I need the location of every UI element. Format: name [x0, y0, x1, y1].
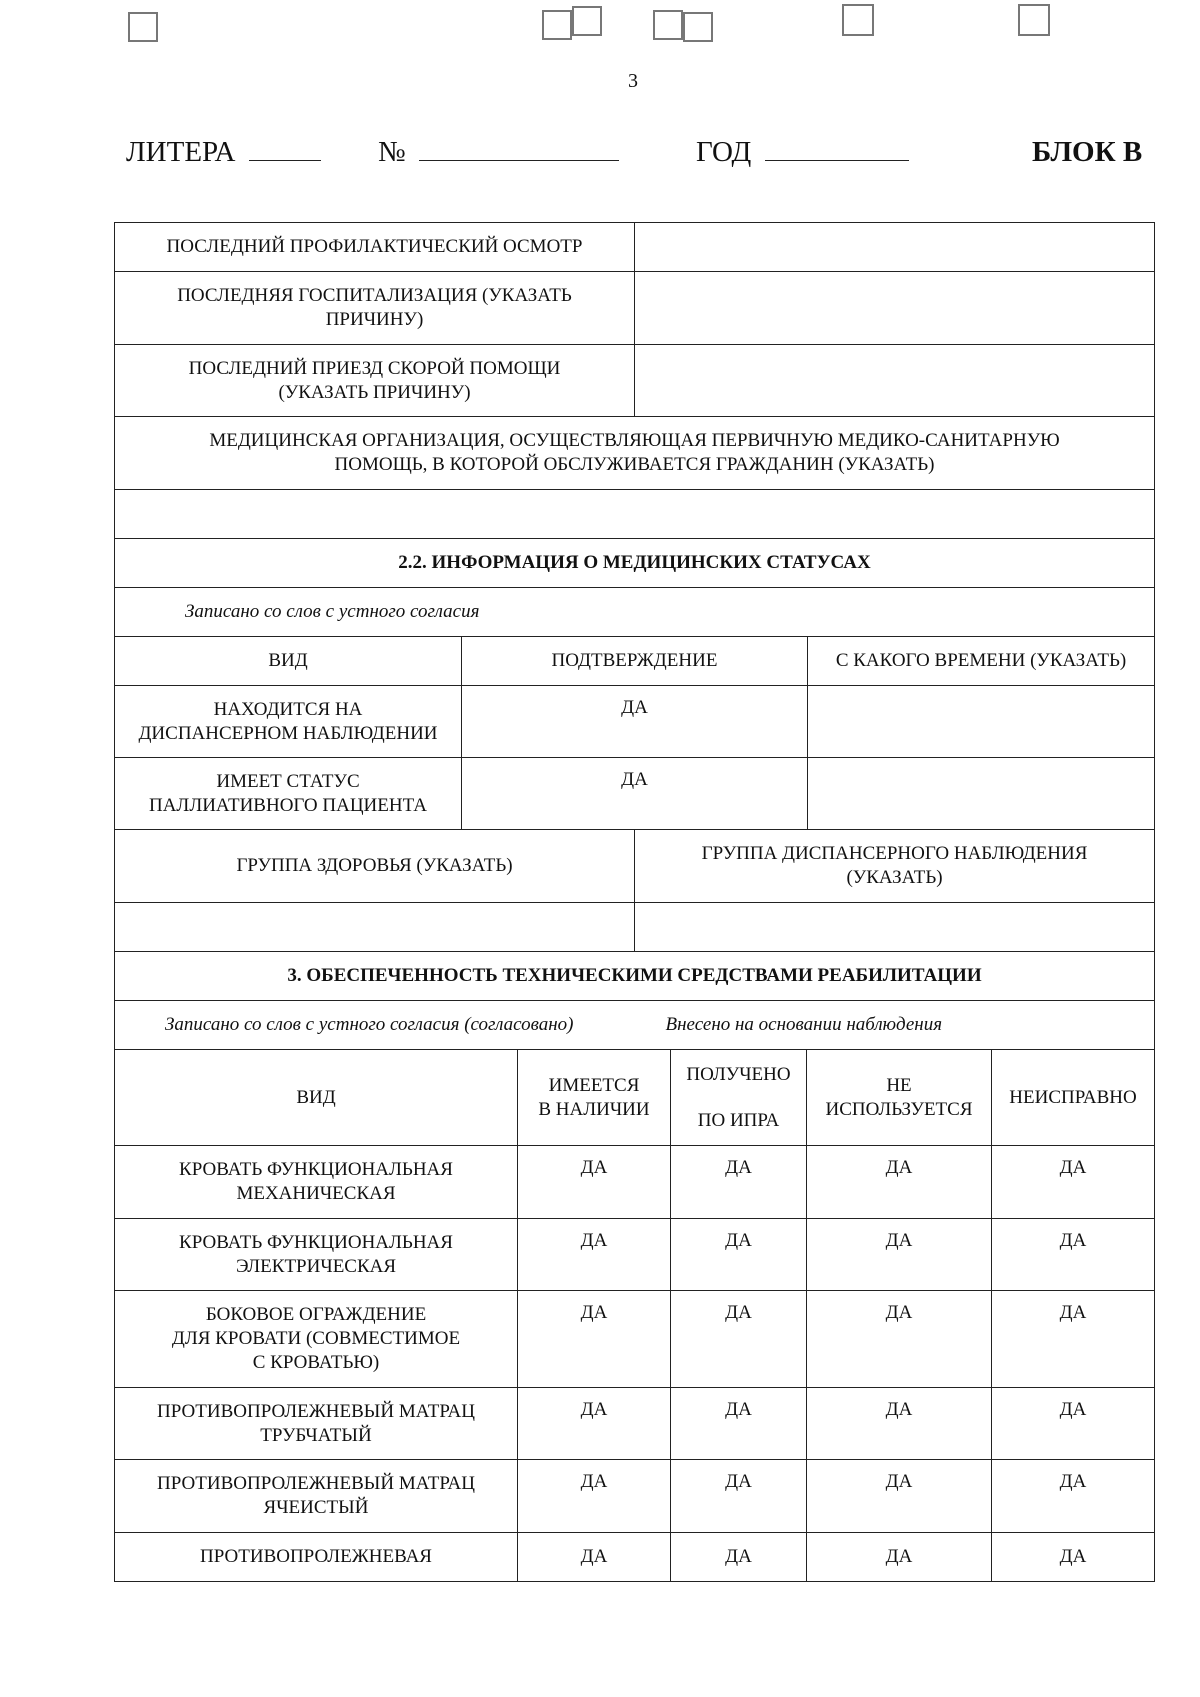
broken-value[interactable]: ДА	[992, 1460, 1155, 1533]
block-label: БЛОК В	[1032, 136, 1143, 168]
available-value[interactable]: ДА	[518, 1219, 671, 1291]
number-field	[378, 136, 619, 169]
not-used-value[interactable]: ДА	[807, 1533, 992, 1582]
table-row	[115, 1001, 1155, 1050]
top-checkbox-2[interactable]	[542, 10, 572, 40]
table-row	[115, 637, 1155, 686]
table-row	[115, 490, 1155, 539]
last-checkup-value[interactable]	[635, 223, 1155, 272]
top-checkbox-4[interactable]	[653, 10, 683, 40]
top-checkbox-3[interactable]	[572, 6, 602, 36]
received-value[interactable]: ДА	[671, 1460, 807, 1533]
number-label: №	[378, 136, 406, 168]
col-received-ipra: ПОЛУЧЕНО ПО ИПРА	[671, 1050, 807, 1146]
palliative-since-value[interactable]	[808, 758, 1155, 830]
litera-input-line[interactable]	[249, 136, 321, 161]
available-value[interactable]: ДА	[518, 1291, 671, 1388]
section-2-2-title: 2.2. ИНФОРМАЦИЯ О МЕДИЦИНСКИХ СТАТУСАХ	[115, 539, 1155, 588]
visit-info-table	[114, 222, 1155, 637]
broken-value[interactable]: ДА	[992, 1291, 1155, 1388]
dispensary-group-label: ГРУППА ДИСПАНСЕРНОГО НАБЛЮДЕНИЯ (УКАЗАТЬ)	[635, 830, 1155, 903]
table-row	[115, 830, 1155, 903]
dispensary-confirm-value[interactable]: ДА	[462, 686, 808, 758]
col-not-used: НЕ ИСПОЛЬЗУЕТСЯ	[807, 1050, 992, 1146]
litera-field	[126, 136, 321, 169]
last-hospitalization-label: ПОСЛЕДНЯЯ ГОСПИТАЛИЗАЦИЯ (УКАЗАТЬ ПРИЧИНУ)	[115, 272, 635, 345]
table-row	[115, 686, 1155, 758]
table-header-row	[115, 1050, 1155, 1146]
not-used-value[interactable]: ДА	[807, 1291, 992, 1388]
medical-status-table	[114, 636, 1155, 830]
palliative-confirm-value[interactable]: ДА	[462, 758, 808, 830]
broken-value[interactable]: ДА	[992, 1388, 1155, 1460]
health-group-table	[114, 829, 1155, 1050]
received-value[interactable]: ДА	[671, 1146, 807, 1219]
available-value[interactable]: ДА	[518, 1146, 671, 1219]
table-row	[115, 1291, 1155, 1388]
equipment-name: ПРОТИВОПРОЛЕЖНЕВАЯ	[115, 1533, 518, 1582]
table-row	[115, 1219, 1155, 1291]
table-row	[115, 903, 1155, 952]
rehab-equipment-table	[114, 1049, 1155, 1582]
equipment-name: БОКОВОЕ ОГРАЖДЕНИЕ ДЛЯ КРОВАТИ (СОВМЕСТИМОЕ С КРОВАТЬЮ)	[115, 1291, 518, 1388]
table-row	[115, 588, 1155, 637]
number-input-line[interactable]	[419, 136, 619, 161]
table-row	[115, 952, 1155, 1001]
col-type-header: ВИД	[115, 637, 462, 686]
last-hospitalization-value[interactable]	[635, 272, 1155, 345]
broken-value[interactable]: ДА	[992, 1219, 1155, 1291]
col-confirm-header: ПОДТВЕРЖДЕНИЕ	[462, 637, 808, 686]
table-row	[115, 345, 1155, 417]
health-group-label: ГРУППА ЗДОРОВЬЯ (УКАЗАТЬ)	[115, 830, 635, 903]
section-3-notes	[115, 1001, 1155, 1050]
broken-value[interactable]: ДА	[992, 1533, 1155, 1582]
section-3-title: 3. ОБЕСПЕЧЕННОСТЬ ТЕХНИЧЕСКИМИ СРЕДСТВАМИ РЕАБИЛИТАЦИИ	[115, 952, 1155, 1001]
section-2-2-note: Записано со слов с устного согласия	[115, 588, 1155, 637]
received-value[interactable]: ДА	[671, 1219, 807, 1291]
table-row	[115, 1146, 1155, 1219]
table-row	[115, 223, 1155, 272]
top-checkbox-6[interactable]	[842, 4, 874, 36]
palliative-status-label: ИМЕЕТ СТАТУС ПАЛЛИАТИВНОГО ПАЦИЕНТА	[115, 758, 462, 830]
col-equipment-type: ВИД	[115, 1050, 518, 1146]
litera-label: ЛИТЕРА	[126, 136, 236, 168]
last-checkup-label: ПОСЛЕДНИЙ ПРОФИЛАКТИЧЕСКИЙ ОСМОТР	[115, 223, 635, 272]
dispensary-since-value[interactable]	[808, 686, 1155, 758]
year-label: ГОД	[696, 136, 752, 168]
equipment-name: КРОВАТЬ ФУНКЦИОНАЛЬНАЯ МЕХАНИЧЕСКАЯ	[115, 1146, 518, 1219]
table-row	[115, 417, 1155, 490]
not-used-value[interactable]: ДА	[807, 1146, 992, 1219]
received-value[interactable]: ДА	[671, 1388, 807, 1460]
not-used-value[interactable]: ДА	[807, 1388, 992, 1460]
top-checkbox-7[interactable]	[1018, 4, 1050, 36]
table-row	[115, 539, 1155, 588]
last-ambulance-label: ПОСЛЕДНИЙ ПРИЕЗД СКОРОЙ ПОМОЩИ (УКАЗАТЬ ПРИЧИНУ)	[115, 345, 635, 417]
not-used-value[interactable]: ДА	[807, 1219, 992, 1291]
available-value[interactable]: ДА	[518, 1460, 671, 1533]
last-ambulance-value[interactable]	[635, 345, 1155, 417]
health-group-value[interactable]	[115, 903, 635, 952]
equipment-name: КРОВАТЬ ФУНКЦИОНАЛЬНАЯ ЭЛЕКТРИЧЕСКАЯ	[115, 1219, 518, 1291]
dispensary-observation-label: НАХОДИТСЯ НА ДИСПАНСЕРНОМ НАБЛЮДЕНИИ	[115, 686, 462, 758]
available-value[interactable]: ДА	[518, 1533, 671, 1582]
med-org-label: МЕДИЦИНСКАЯ ОРГАНИЗАЦИЯ, ОСУЩЕСТВЛЯЮЩАЯ ПЕРВИЧНУЮ МЕДИКО-САНИТАРНУЮ ПОМОЩЬ, В КОТОРОЙ ОБСЛУЖИВАЕТСЯ ГРАЖДАНИН (УКАЗАТЬ)	[115, 417, 1155, 490]
table-row	[115, 272, 1155, 345]
top-checkbox-1[interactable]	[128, 12, 158, 42]
year-input-line[interactable]	[765, 136, 909, 161]
equipment-name: ПРОТИВОПРОЛЕЖНЕВЫЙ МАТРАЦ ЯЧЕИСТЫЙ	[115, 1460, 518, 1533]
year-field	[696, 136, 909, 169]
col-available: ИМЕЕТСЯ В НАЛИЧИИ	[518, 1050, 671, 1146]
available-value[interactable]: ДА	[518, 1388, 671, 1460]
col-broken: НЕИСПРАВНО	[992, 1050, 1155, 1146]
section-3-note-right: Внесено на основании наблюдения	[665, 1014, 943, 1035]
section-3-note-left: Записано со слов с устного согласия (согласовано)	[165, 1014, 574, 1035]
broken-value[interactable]: ДА	[992, 1146, 1155, 1219]
received-value[interactable]: ДА	[671, 1533, 807, 1582]
table-row	[115, 758, 1155, 830]
med-org-value[interactable]	[115, 490, 1155, 539]
table-row	[115, 1388, 1155, 1460]
col-since-header: С КАКОГО ВРЕМЕНИ (УКАЗАТЬ)	[808, 637, 1155, 686]
table-row	[115, 1460, 1155, 1533]
equipment-name: ПРОТИВОПРОЛЕЖНЕВЫЙ МАТРАЦ ТРУБЧАТЫЙ	[115, 1388, 518, 1460]
top-checkbox-5[interactable]	[683, 12, 713, 42]
page-number: 3	[628, 70, 638, 92]
dispensary-group-value[interactable]	[635, 903, 1155, 952]
table-row	[115, 1533, 1155, 1582]
received-value[interactable]: ДА	[671, 1291, 807, 1388]
not-used-value[interactable]: ДА	[807, 1460, 992, 1533]
